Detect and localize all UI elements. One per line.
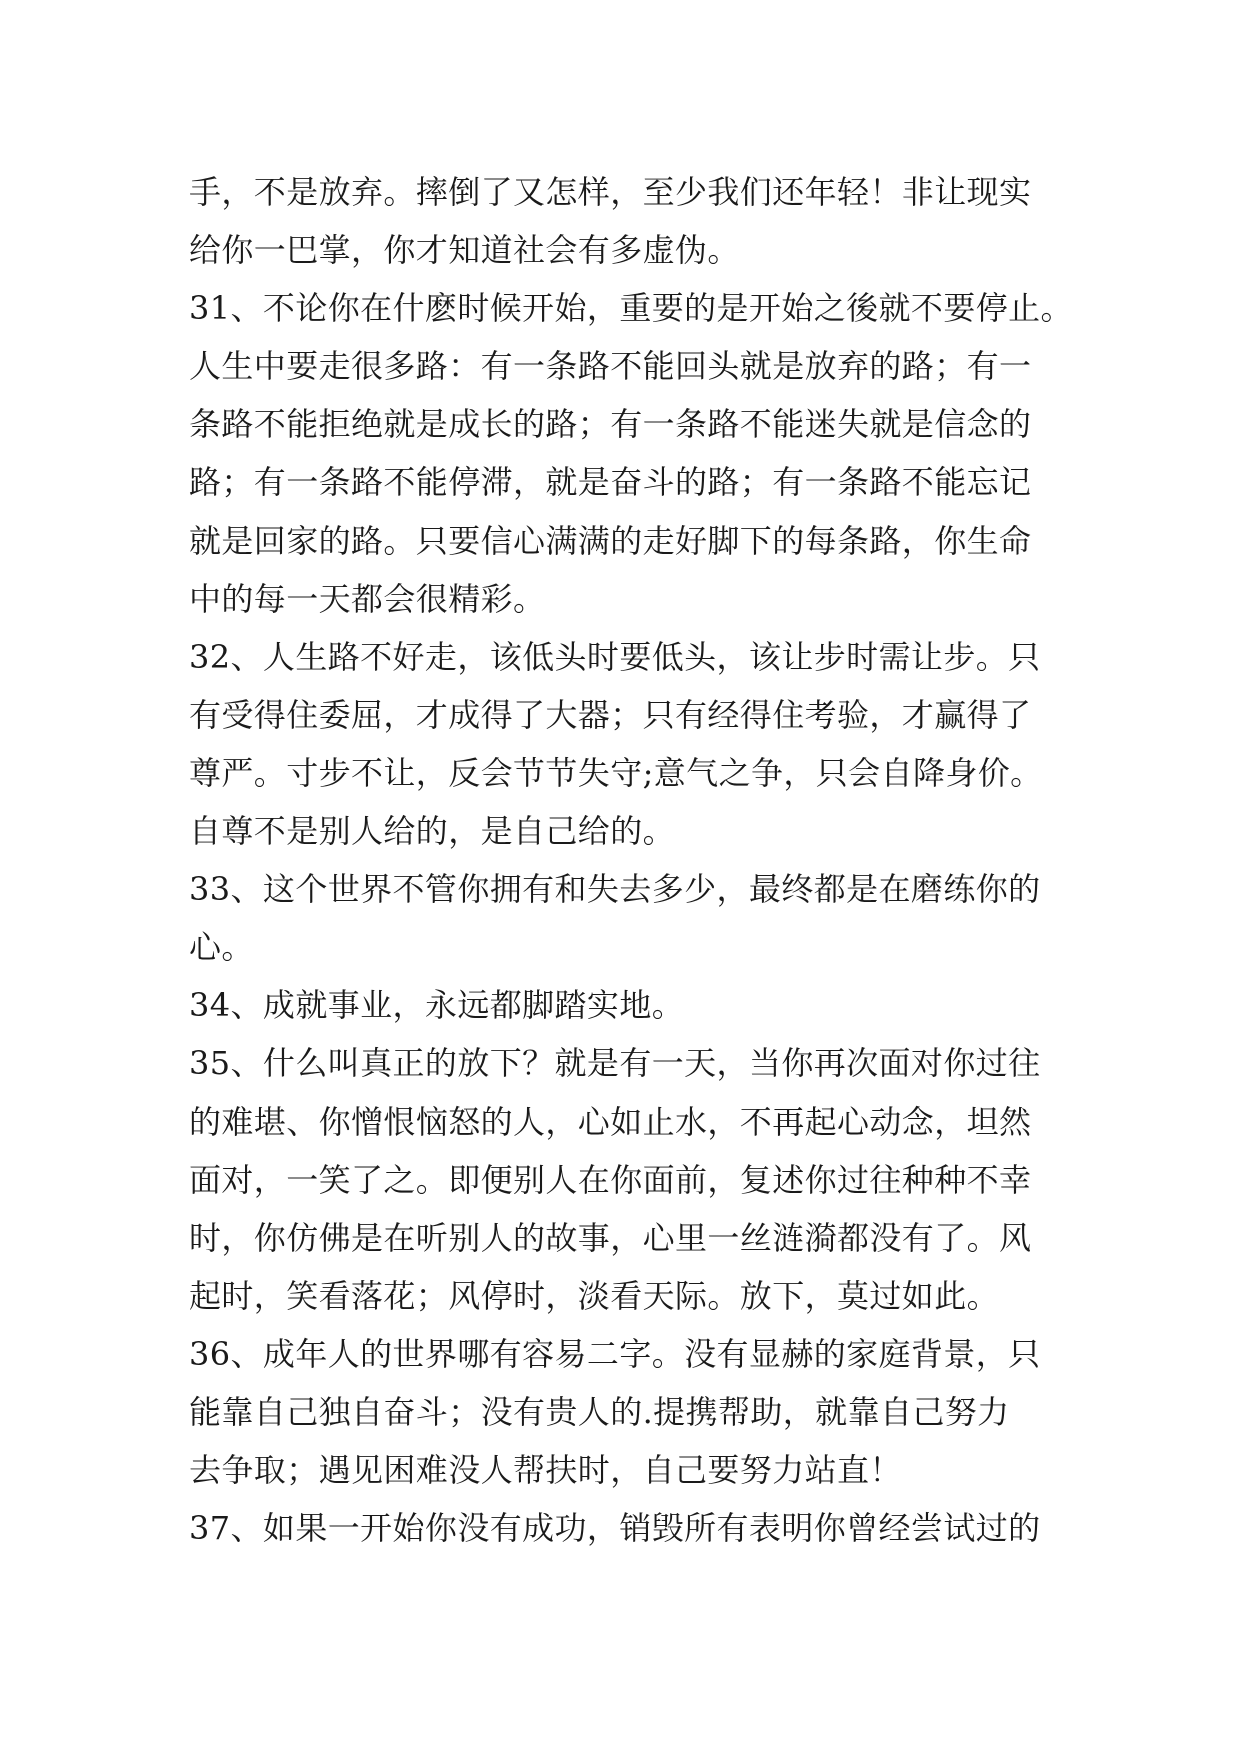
text-line: 31、不论你在什麽时候开始，重要的是开始之後就不要停止。 xyxy=(189,289,1073,328)
text-line: 去争取；遇见困难没人帮扶时，自己要努力站直！ xyxy=(189,1451,902,1490)
text-line: 尊严。寸步不让，反会节节失守;意气之争，只会自降身价。 xyxy=(189,753,1043,792)
text-line: 32、人生路不好走，该低头时要低头，该让步时需让步。只 xyxy=(189,637,1041,676)
text-line: 给你一巴掌，你才知道社会有多虚伪。 xyxy=(189,231,740,270)
body-text xyxy=(189,163,1073,1557)
text-line: 34、成就事业，永远都脚踏实地。 xyxy=(189,986,685,1025)
text-line: 自尊不是别人给的，是自己给的。 xyxy=(189,812,676,851)
text-line: 路；有一条路不能停滞，就是奋斗的路；有一条路不能忘记 xyxy=(189,463,1032,502)
text-line: 的难堪、你憎恨恼怒的人，心如止水，不再起心动念，坦然 xyxy=(189,1102,1032,1141)
text-line: 36、成年人的世界哪有容易二字。没有显赫的家庭背景，只 xyxy=(189,1334,1041,1373)
text-line: 手，不是放弃。摔倒了又怎样，至少我们还年轻！非让现实 xyxy=(189,173,1032,211)
text-line: 心。 xyxy=(189,928,254,967)
text-line: 人生中要走很多路：有一条路不能回头就是放弃的路；有一 xyxy=(189,347,1032,386)
text-line: 37、如果一开始你没有成功，销毁所有表明你曾经尝试过的 xyxy=(189,1509,1041,1548)
text-line: 面对，一笑了之。即便别人在你面前，复述你过往种种不幸 xyxy=(189,1160,1032,1199)
text-line: 时，你仿佛是在听别人的故事，心里一丝涟漪都没有了。风 xyxy=(189,1218,1032,1257)
text-line: 起时，笑看落花；风停时，淡看天际。放下，莫过如此。 xyxy=(189,1276,1000,1315)
text-line: 就是回家的路。只要信心满满的走好脚下的每条路，你生命 xyxy=(189,521,1032,560)
text-line: 33、这个世界不管你拥有和失去多少，最终都是在磨练你的 xyxy=(189,870,1041,909)
text-line: 35、什么叫真正的放下？就是有一天，当你再次面对你过往 xyxy=(189,1044,1041,1083)
text-line: 有受得住委屈，才成得了大器；只有经得住考验，才赢得了 xyxy=(189,695,1032,734)
text-line: 条路不能拒绝就是成长的路；有一条路不能迷失就是信念的 xyxy=(189,405,1032,444)
text-line: 能靠自己独自奋斗；没有贵人的.提携帮助，就靠自己努力 xyxy=(189,1392,1010,1431)
text-line: 中的每一天都会很精彩。 xyxy=(189,579,546,618)
